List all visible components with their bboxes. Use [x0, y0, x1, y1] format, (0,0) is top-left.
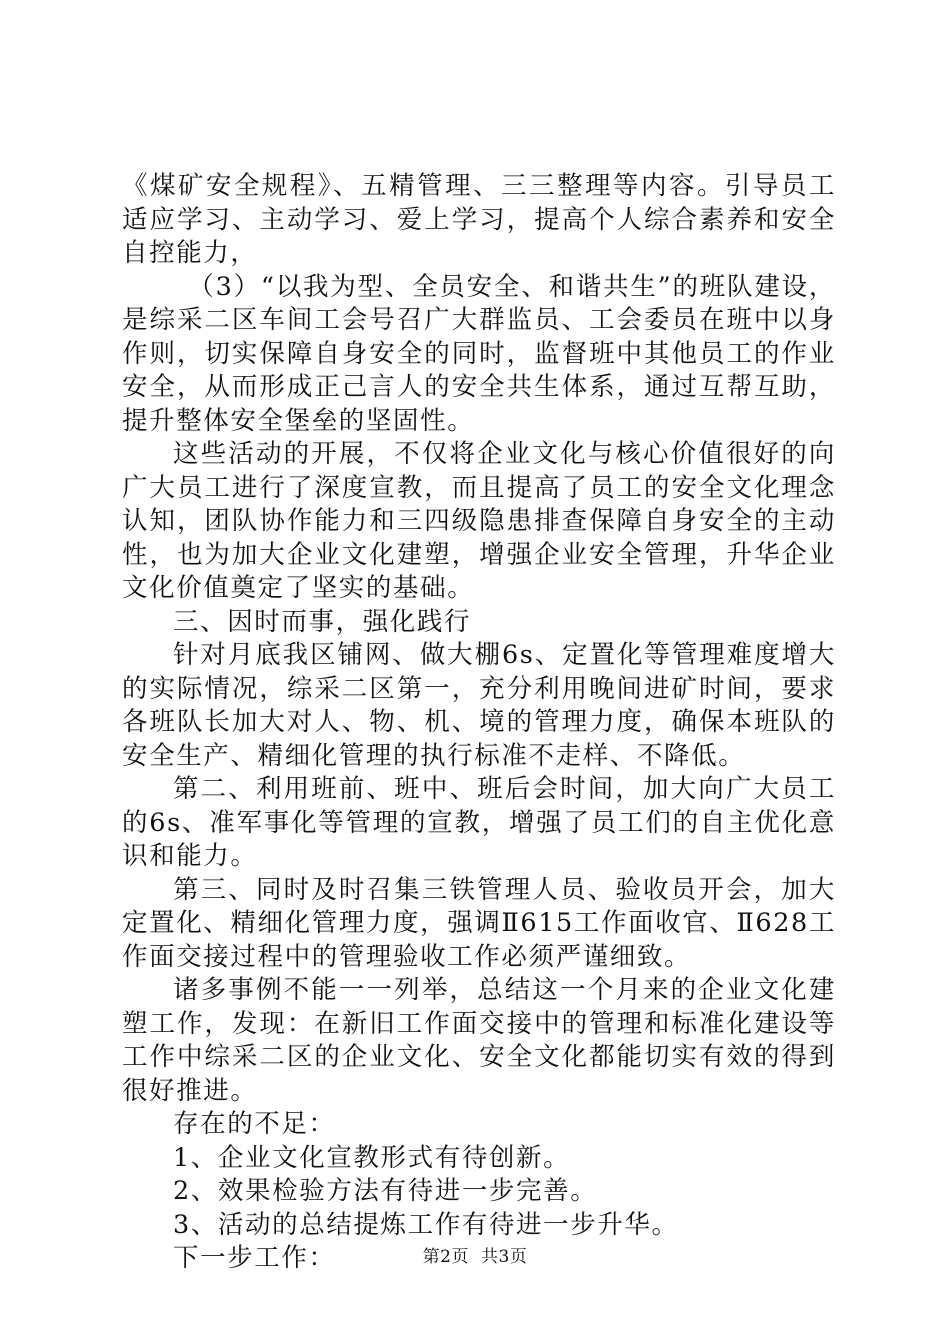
section-heading-three: 三、因时而事，强化践行 [173, 606, 472, 637]
document-body [122, 170, 836, 1276]
page-footer [0, 1242, 950, 1267]
shortcomings-heading: 存在的不足： [173, 1109, 336, 1139]
paragraph-activities-summary: 这些活动的开展，不仅将企业文化与核心价值很好的向广大员工进行了深度宣教，而且提高了员工的安全文化理念认知，团队协作能力和三四级隐患排查保障自身安全的主动性，也为加大企业文化建塑，增强企业安全管理，升华企业文化价值奠定了坚实的基础。 [122, 439, 836, 603]
shortcoming-item-1: 1、企业文化宣教形式有待创新。 [173, 1142, 571, 1173]
paragraph-third-measure: 第三、同时及时召集三铁管理人员、验收员开会，加大定置化、精细化管理力度，强调Ⅱ615工作面收官、Ⅱ628工作面交接过程中的管理验收工作必须严谨细致。 [122, 874, 836, 972]
shortcoming-item-2: 2、效果检验方法有待进一步完善。 [173, 1176, 598, 1206]
next-steps-heading: 下一步工作： [173, 1243, 336, 1273]
paragraph-second-measure: 第二、利用班前、班中、班后会时间，加大向广大员工的6s、准军事化等管理的宣教，增强了员工们的自主优化意识和能力。 [122, 774, 836, 871]
paragraph-first-measure: 针对月底我区铺网、做大棚6s、定置化等管理难度增大的实际情况，综采二区第一，充分利用晚间进矿时间，要求各班队长加大对人、物、机、境的管理力度，确保本班队的安全生产、精细化管理的执行标准不走样、不降低。 [122, 640, 836, 771]
paragraph-continuation: 《煤矿安全规程》、五精管理、三三整理等内容。引导员工适应学习、主动学习、爱上学习，提高个人综合素养和安全自控能力， [122, 171, 836, 268]
paragraph-team-building: （3）“以我为型、全员安全、和谐共生”的班队建设，是综采二区车间工会号召广大群监员、工会委员在班中以身作则，切实保障自身安全的同时，监督班中其他员工的作业安全，从而形成正己言人的安全共生体系，通过互帮互助，提升整体安全堡垒的坚固性。 [122, 271, 836, 436]
page-total: 共3页 [481, 1247, 528, 1267]
shortcoming-item-3: 3、活动的总结提炼工作有待进一步升华。 [173, 1209, 679, 1240]
page-number: 第2页 [422, 1247, 469, 1267]
paragraph-conclusion: 诸多事例不能一一列举，总结这一个月来的企业文化建塑工作，发现：在新旧工作面交接中的管理和标准化建设等工作中综采二区的企业文化、安全文化都能切实有效的得到很好推进。 [122, 975, 836, 1106]
